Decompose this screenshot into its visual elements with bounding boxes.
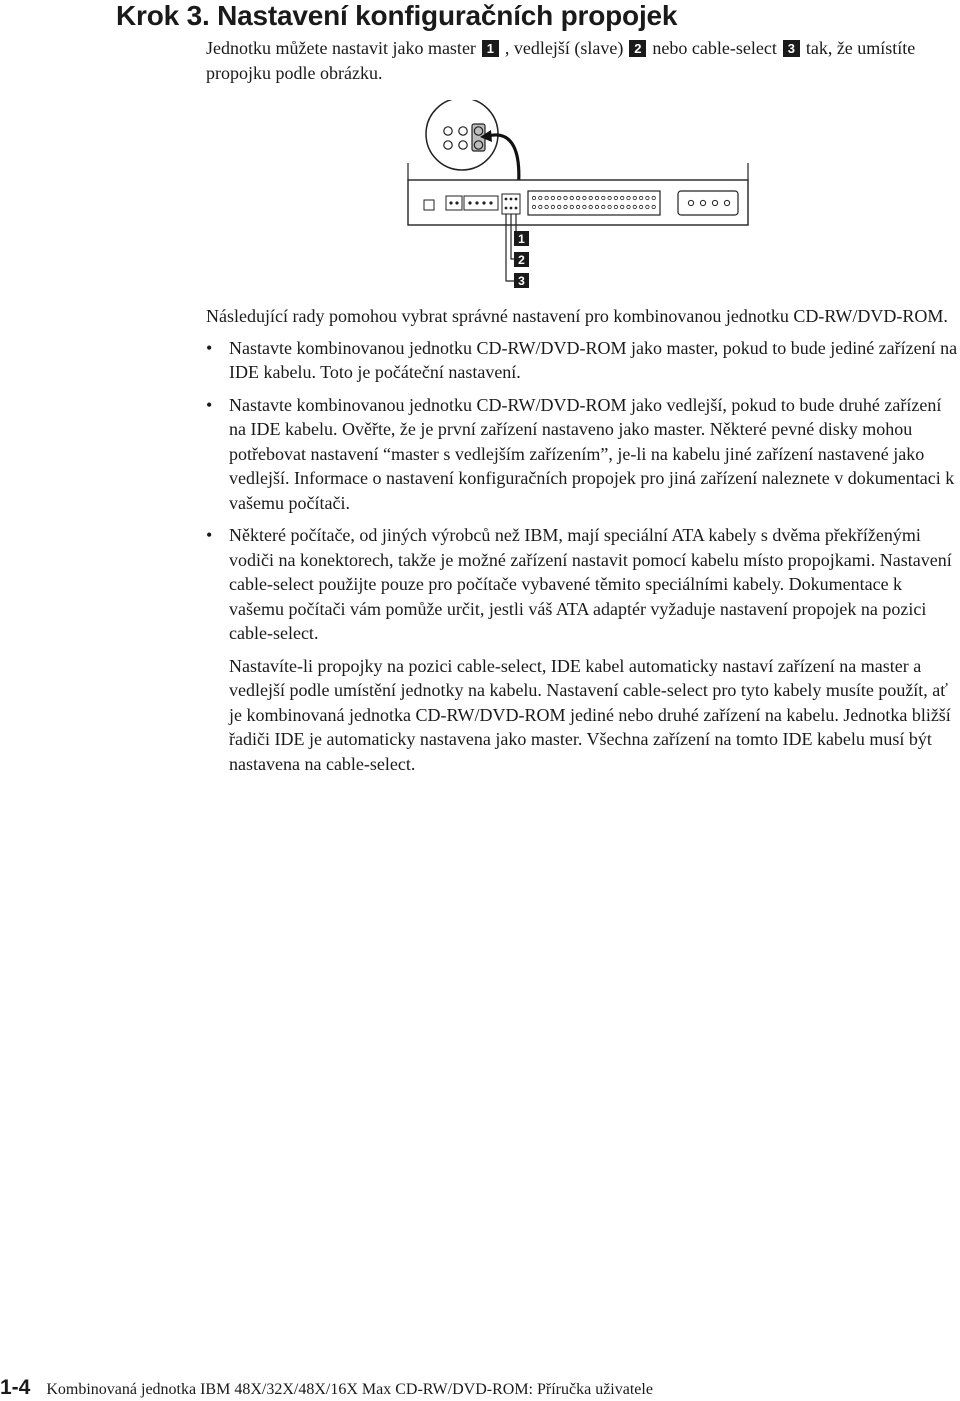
drive-rear-panel	[408, 163, 748, 225]
bullet-marker: •	[206, 525, 213, 545]
intro-paragraph	[206, 36, 956, 86]
svg-text:1: 1	[518, 232, 525, 246]
callout-1-badge: 1	[482, 40, 499, 57]
bullet-text-master: Nastavte kombinovanou jednotku CD-RW/DVD-ROM jako master, pokud to bude jediné zařízení na IDE kabelu. Toto je počáteční nastavení.	[229, 337, 958, 382]
bullet-marker: •	[206, 394, 213, 415]
diagram-callout-3	[514, 273, 529, 288]
page-footer	[0, 1376, 653, 1400]
diagram-callout-1	[514, 231, 529, 246]
intro-text-3: nebo cable-select	[652, 38, 777, 58]
jumper-diagram	[400, 100, 780, 300]
body-content	[206, 304, 958, 783]
intro-advice-paragraph: Následující rady pomohou vybrat správné nastavení pro kombinovanou jednotku CD-RW/DVD-ROM.	[206, 306, 948, 326]
callout-3-badge: 3	[783, 40, 800, 57]
svg-text:2: 2	[518, 253, 525, 267]
intro-text-1: Jednotku můžete nastavit jako master	[206, 38, 476, 58]
bullet-list	[206, 336, 958, 646]
bullet-marker: •	[206, 337, 213, 358]
cable-select-paragraph: Nastavíte-li propojky na pozici cable-select, IDE kabel automaticky nastaví zařízení na master a vedlejší podle umístění jednotky na kabelu. Nastavení cable-select pro tyto kabely musíte použít, ať je kombinovaná jednotka CD-RW/DVD-ROM jediné nebo druhé zařízení na kabelu. Jednotka bližší řadiči IDE je automaticky nastavena jako master. Všechna zařízení na tomto IDE kabelu musí být nastavena na cable-select.	[229, 655, 951, 774]
page-number: 1-4	[0, 1376, 31, 1399]
intro-text-4: tak, že umístíte propojku podle obrázku.	[206, 38, 916, 83]
bullet-text-cable-select: Některé počítače, od jiných výrobců než IBM, mají speciální ATA kabely s dvěma překříženými vodiči na konektorech, takže je možné zařízení nastavit pomocí kabelu místo propojkami. Nastavení cable-select použijte pouze pro počítače vybavené těmito speciálními kabely. Dokumentace k vašemu počítači vám pomůže určit, jestli váš ATA adaptér vyžaduje nastavení propojek na pozici cable-select.	[229, 525, 952, 643]
callout-2-badge: 2	[629, 40, 646, 57]
diagram-callout-2	[514, 252, 529, 267]
svg-text:3: 3	[518, 274, 525, 288]
bullet-text-slave: Nastavte kombinovanou jednotku CD-RW/DVD-ROM jako vedlejší, pokud to bude druhé zařízení na IDE kabelu. Ověřte, že je první zařízení nastaveno jako master. Některé pevné disky mohou potřebovat nastavení “master s vedlejším zařízením”, je-li na kabelu jiné zařízení nastavené jako vedlejší. Informace o nastavení konfiguračních propojek pro jiná zařízení naleznete v dokumentaci k vašemu počítači.	[229, 394, 955, 513]
list-item	[206, 523, 958, 646]
list-item	[206, 336, 958, 385]
intro-text-2: , vedlejší (slave)	[504, 38, 624, 58]
footer-title: Kombinovaná jednotka IBM 48X/32X/48X/16X Max CD-RW/DVD-ROM: Příručka uživatele	[46, 1381, 653, 1398]
page-heading: Krok 3. Nastavení konfiguračních propojek	[116, 0, 678, 31]
list-item	[206, 393, 958, 516]
